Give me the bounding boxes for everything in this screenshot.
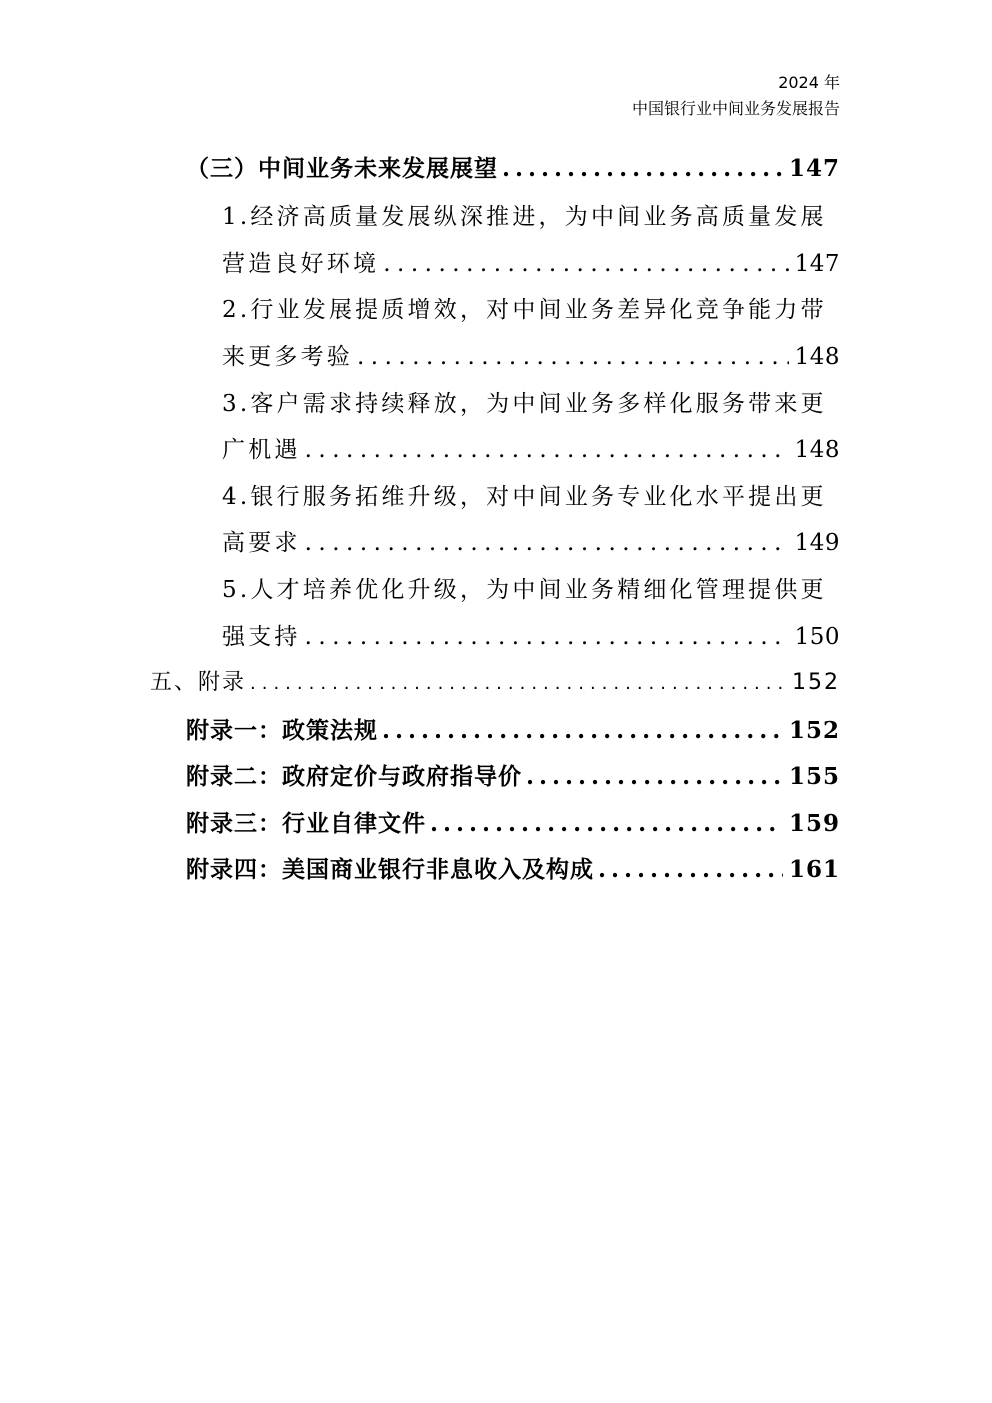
toc-entry-label: 营造良好环境 [222, 251, 380, 277]
toc-leader-dots [526, 763, 783, 790]
toc-entry-label: （三）中间业务未来发展展望 [186, 155, 498, 182]
toc-item-4-line2[interactable] [222, 524, 840, 557]
toc-entry-appendix-3[interactable] [186, 805, 840, 838]
toc-item-5-line2[interactable] [222, 618, 840, 651]
toc-item-3-line1[interactable]: 3.客户需求持续释放，为中间业务多样化服务带来更 [222, 391, 827, 417]
header-title: 中国银行业中间业务发展报告 [631, 99, 840, 118]
toc-entry-page: 155 [788, 763, 840, 790]
toc-leader-dots [383, 251, 788, 277]
toc-item-2-line2[interactable] [222, 338, 840, 371]
toc-leader-dots [502, 155, 783, 182]
toc-entry-appendix-4[interactable] [186, 851, 840, 884]
toc-entry-page: 159 [788, 810, 840, 837]
toc-entry-page: 148 [794, 437, 840, 463]
toc-entry-label: 五、附录 [150, 670, 247, 695]
toc-leader-dots [305, 437, 789, 463]
page-header [632, 70, 840, 122]
toc-entry-label: 附录三：行业自律文件 [186, 810, 426, 837]
toc-leader-dots [250, 673, 786, 694]
toc-item-3-line2[interactable] [222, 431, 840, 464]
toc-entry-label: 附录二：政府定价与政府指导价 [186, 763, 522, 790]
toc-entry-page: 152 [792, 670, 840, 695]
toc-entry-page: 148 [794, 344, 840, 370]
toc-entry-page: 149 [794, 530, 840, 556]
toc-entry-page: 161 [788, 856, 840, 883]
toc-leader-dots [305, 624, 789, 650]
toc-entry-label: 广机遇 [222, 437, 301, 463]
toc-entry-page: 147 [788, 155, 840, 182]
toc-item-2-line1[interactable]: 2.行业发展提质增效，对中间业务差异化竞争能力带 [222, 297, 827, 323]
toc-entry-label: 附录四：美国商业银行非息收入及构成 [186, 856, 594, 883]
toc-leader-dots [430, 810, 783, 837]
toc-leader-dots [305, 530, 789, 556]
toc-entry-page: 150 [794, 624, 840, 650]
toc-entry-page: 147 [794, 251, 840, 277]
toc-item-1-line1[interactable]: 1.经济高质量发展纵深推进，为中间业务高质量发展 [222, 204, 827, 230]
header-year: 2024 年 [778, 73, 840, 92]
toc-entry-label: 来更多考验 [222, 344, 353, 370]
toc-entry-appendix-2[interactable] [186, 758, 840, 791]
toc-leader-dots [357, 344, 789, 370]
toc-entry-label: 强支持 [222, 624, 301, 650]
toc-entry-label: 高要求 [222, 530, 301, 556]
toc-entry-sub3[interactable] [186, 150, 840, 183]
toc-leader-dots [382, 717, 783, 744]
toc-item-4-line1[interactable]: 4.银行服务拓维升级，对中间业务专业化水平提出更 [222, 484, 827, 510]
toc-leader-dots [598, 856, 783, 883]
toc-entry-appendix-1[interactable] [186, 712, 840, 745]
toc-item-1-line2[interactable] [222, 245, 840, 278]
toc-item-5-line1[interactable]: 5.人才培养优化升级，为中间业务精细化管理提供更 [222, 577, 827, 603]
toc-entry-label: 附录一：政策法规 [186, 717, 378, 744]
toc-entry-section5[interactable] [150, 665, 840, 696]
toc-entry-page: 152 [788, 717, 840, 744]
